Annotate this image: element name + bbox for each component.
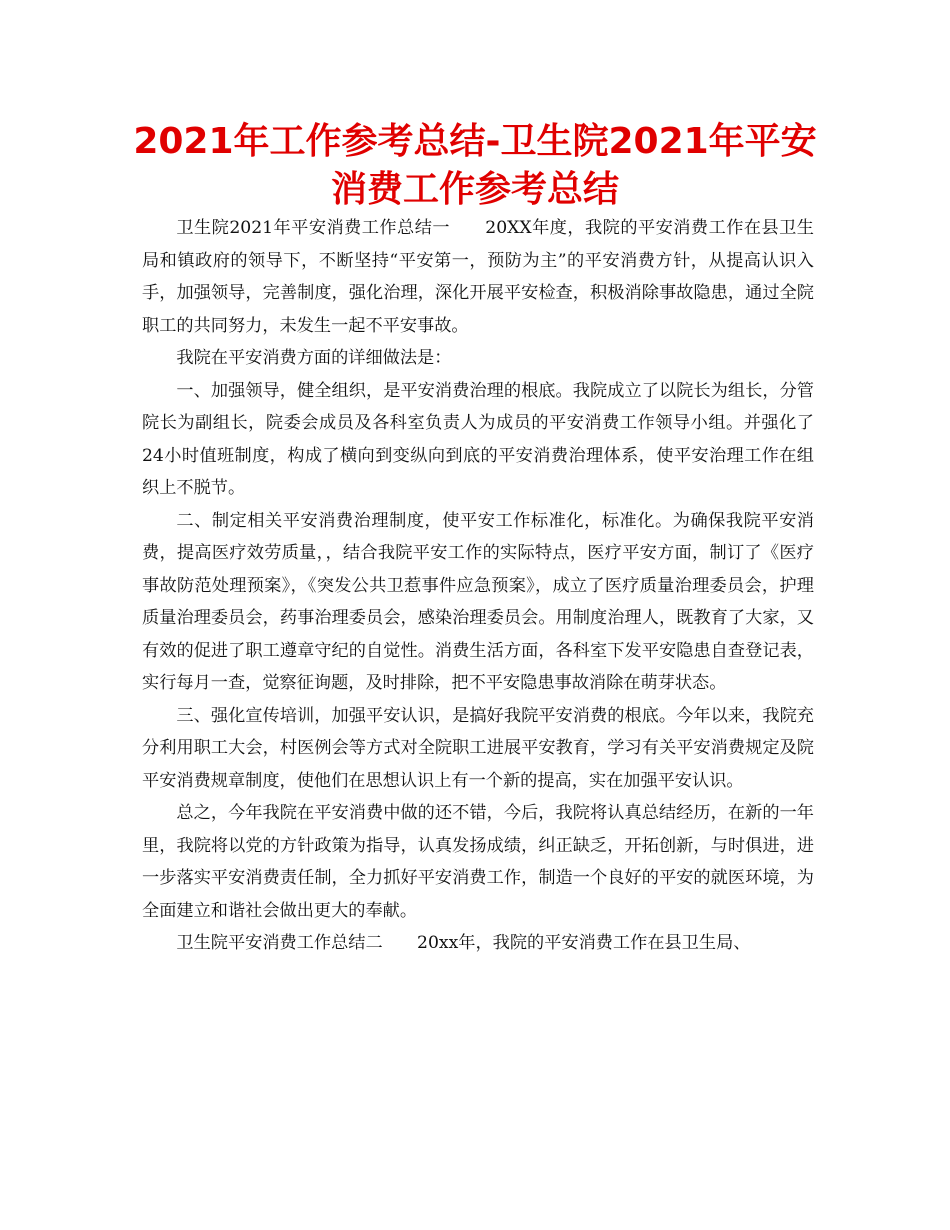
paragraph: 二、制定相关平安消费治理制度，使平安工作标准化，标准化。为确保我院平安消费，提高医疗效劳质量，，结合我院平安工作的实际特点，医疗平安方面，制订了《医疗事故防范处理预案》，《突发公共卫惹事件应急预案》，成立了医疗质量治理委员会，护理质量治理委员会，药事治理委员会，感染治理委员会。用制度治理人，既教育了大家，又有效的促进了职工遵章守纪的自觉性。消费生活方面，各科室下发平安隐患自查登记表，实行每月一查，觉察征询题，及时排除，把不平安隐患事故消除在萌芽状态。 — [142, 510, 814, 693]
paragraph: 一、加强领导，健全组织，是平安消费治理的根底。我院成立了以院长为组长，分管院长为副组长，院委会成员及各科室负责人为成员的平安消费工作领导小组。并强化了24小时值班制度，构成了横向到变纵向到底的平安消费治理体系，使平安治理工作在组织上不脱节。 — [142, 380, 814, 498]
paragraph: 总之，今年我院在平安消费中做的还不错，今后，我院将认真总结经历，在新的一年里，我院将以党的方针政策为指导，认真发扬成绩，纠正缺乏，开拓创新，与时俱进，进一步落实平安消费责任制，全力抓好平安消费工作，制造一个良好的平安的就医环境，为全面建立和谐社会做出更大的奉献。 — [142, 803, 814, 921]
paragraph: 卫生院2021年平安消费工作总结一 20XX年度，我院的平安消费工作在县卫生局和镇政府的领导下，不断坚持“平安第一，预防为主”的平安消费方针，从提高认识入手，加强领导，完善制度，强化治理，深化开展平安检查，积极消除事故隐患，通过全院职工的共同努力，未发生一起不平安事故。 — [142, 218, 814, 336]
document-title: 2021年工作参考总结-卫生院2021年平安消费工作参考总结 — [133, 121, 817, 210]
document-body — [142, 212, 814, 960]
paragraph: 三、强化宣传培训，加强平安认识，是搞好我院平安消费的根底。今年以来，我院充分利用职工大会，村医例会等方式对全院职工进展平安教育，学习有关平安消费规定及院平安消费规章制度，使他们在思想认识上有一个新的提高，实在加强平安认识。 — [142, 705, 814, 791]
paragraph: 卫生院平安消费工作总结二 20xx年，我院的平安消费工作在县卫生局、 — [176, 933, 751, 953]
paragraph: 我院在平安消费方面的详细做法是： — [176, 348, 452, 368]
